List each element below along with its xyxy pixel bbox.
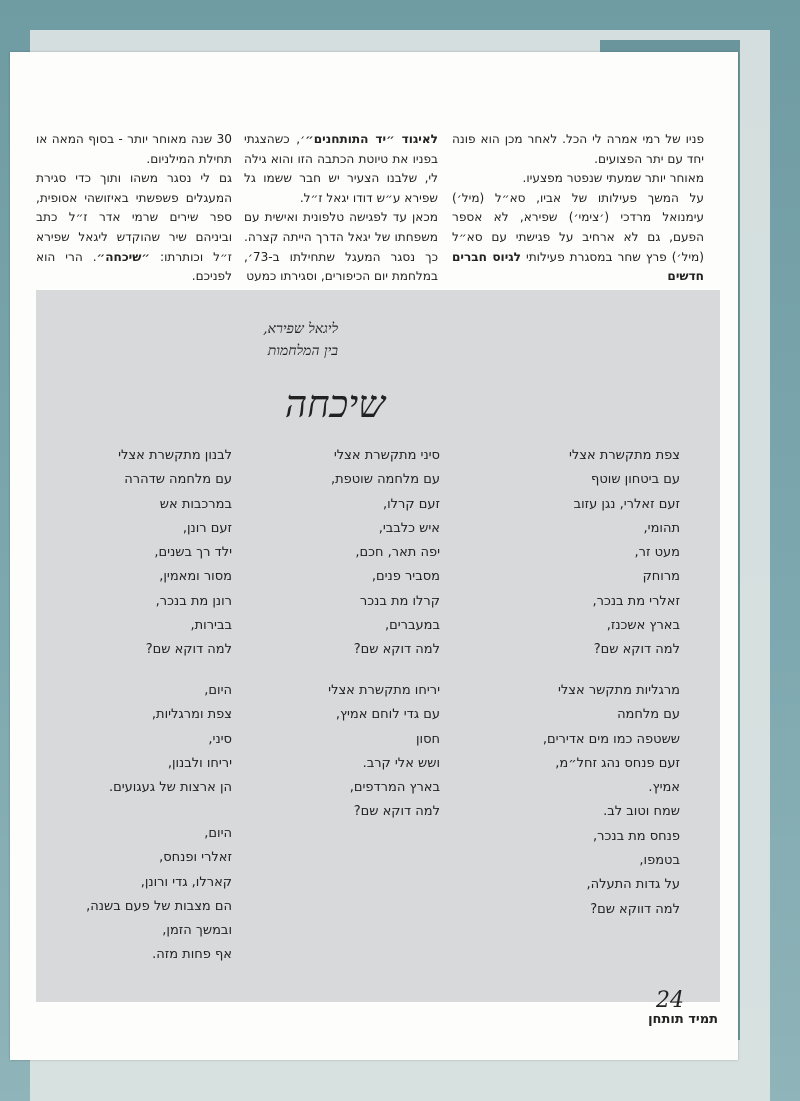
magazine-page bbox=[10, 52, 738, 1060]
poem-line: בארץ אשכנז, bbox=[606, 618, 680, 634]
poem-line: מסור ומאמין, bbox=[159, 569, 232, 585]
poem-line: תהומי, bbox=[643, 520, 680, 536]
paragraph: פניו של רמי אמרה לי הכל. לאחר מכן הוא פונה יחד עם יתר הפצועים. bbox=[452, 132, 704, 166]
poem-line: ובמשך הזמן, bbox=[162, 923, 232, 939]
poem-line: בבירות, bbox=[190, 618, 232, 634]
poem-line: עם ביטחון שוטף bbox=[591, 472, 680, 488]
text-column-middle bbox=[244, 130, 438, 287]
poem-line: למה דוקא שם? bbox=[593, 642, 680, 658]
stanza bbox=[50, 444, 232, 663]
poem-line: שמח וטוב לב. bbox=[603, 804, 680, 820]
poem-line: מרוחק bbox=[642, 569, 680, 585]
poem-line: זאלרי מת בנכר, bbox=[592, 593, 680, 609]
poem-line: זעם פנחס נהג זחל״מ, bbox=[555, 755, 680, 771]
poem-line: זעם רונן, bbox=[182, 520, 232, 536]
poem-title: שיכחה bbox=[284, 382, 386, 426]
poem-line: בטמפו, bbox=[639, 853, 680, 869]
stanza bbox=[50, 822, 232, 968]
poem-line: לבנון מתקשרת אצלי bbox=[118, 448, 232, 463]
paragraph: מאוחר יותר שמעתי שנפטר מפצעיו. bbox=[522, 171, 704, 186]
poem-line: צפת מתקשרת אצלי bbox=[568, 448, 680, 463]
stanza bbox=[260, 444, 440, 663]
bold-phrase: לגיוס חברים חדשים bbox=[452, 249, 704, 284]
poem-line: איש כלבבי, bbox=[378, 520, 440, 536]
poem-line: היום, bbox=[204, 826, 232, 841]
poem-line: סיני, bbox=[208, 731, 232, 747]
poem-line: מרגליות מתקשר אצלי bbox=[557, 683, 680, 698]
poem-line: צפת ומרגליות, bbox=[151, 707, 232, 723]
poem-dedication: ליגאל שפירא, בין המלחמות bbox=[263, 321, 338, 359]
poem-line: הן ארצות של געגועים. bbox=[108, 780, 232, 796]
paragraph: על המשך פעילותו של אביו, סא״ל (מיל׳) עימנואל מרדכי (׳צימי׳) שפירא, לא אספר הפעם, גם לא ארחיב על פגישתי עם סא״ל (מיל׳) פרץ שחר במסגרת פעילותי לגיוס חברים חדשים bbox=[452, 190, 704, 284]
poem-line: חסון bbox=[415, 731, 440, 747]
poem-line: הם מצבות של פעם בשנה, bbox=[86, 898, 232, 914]
poem-line: למה דווקא שם? bbox=[590, 901, 680, 917]
poem-line: אמיץ. bbox=[648, 780, 680, 796]
stanza bbox=[260, 679, 440, 825]
poem-line: סיני מתקשרת אצלי bbox=[333, 448, 440, 463]
paragraph: גם לי נסגר משהו ותוך כדי סגירת המעגלים פשפשתי באיזושהי אסופית, ספר שירים שרמי אדר ז״ל כתב וביניהם שיר שהוקדש ליגאל שפירא ז״ל וכותרתו: ״שיכחה״. הרי הוא לפניכם. bbox=[36, 171, 232, 284]
stanza bbox=[480, 679, 680, 922]
page-number: 24 bbox=[656, 988, 684, 1013]
poem-line: במרכבות אש bbox=[159, 496, 232, 512]
bold-phrase: לאיגוד ״יד התותחנים״ bbox=[305, 132, 438, 146]
poem-line: עם מלחמה שדהרה bbox=[124, 472, 232, 488]
poem-line: עם גדי לוחם אמיץ, bbox=[335, 707, 440, 723]
poem-line: קארלו, גדי ורונן, bbox=[140, 874, 232, 890]
poem-line: יריחו ולבנון, bbox=[167, 755, 232, 771]
magazine-name: תמיד תותחן bbox=[648, 1012, 718, 1027]
poem-line: עם מלחמה שוטפת, bbox=[330, 472, 440, 488]
paragraph: 30 שנה מאוחר יותר - בסוף המאה או תחילת המילניום. bbox=[36, 132, 232, 166]
poem-line: עם מלחמה bbox=[617, 707, 680, 723]
paragraph: מכאן עד לפגישה טלפונית ואישית עם משפחתו של יגאל הדרך הייתה קצרה. כך נסגר המעגל שתחילתו ב-73׳, במלחמת יום הכיפורים, וסגירתו כמעט bbox=[244, 210, 438, 284]
poem-line: זעם זאלרי, נגן עזוב bbox=[573, 496, 680, 512]
text-column-left bbox=[36, 130, 232, 287]
poem-line: קרלו מת בנכר bbox=[359, 593, 440, 609]
poem-line: בארץ המרדפים, bbox=[349, 780, 440, 796]
poem-line: ששטפה כמו מים אדירים, bbox=[542, 731, 680, 747]
poem-line: רונן מת בנכר, bbox=[155, 593, 232, 609]
poem-line: מסביר פנים, bbox=[371, 569, 440, 585]
bold-phrase: ״שיכחה״ bbox=[96, 249, 150, 264]
poem-line: אף פחות מזה. bbox=[152, 947, 232, 963]
poem-line: היום, bbox=[204, 683, 232, 698]
paragraph: לאיגוד ״יד התותחנים״׳, כשהצגתי בפניו את טיוטת הכתבה הזו והוא גילה לי, שלבנו הצעיר יש חבר ששמו גל שפירא ע״ש דודו יגאל ז״ל. bbox=[244, 132, 438, 205]
poem-line: זעם קרלו, bbox=[382, 496, 440, 512]
poem-line: זאלרי ופנחס, bbox=[159, 850, 232, 866]
poem-line: ושש אלי קרב. bbox=[362, 755, 440, 771]
text-column-right bbox=[452, 130, 704, 287]
poem-line: יריחו מתקשרת אצלי bbox=[328, 683, 440, 698]
poem-line: מעט זר, bbox=[634, 545, 680, 561]
poem-line: במעברים, bbox=[384, 618, 440, 634]
poem-line: ילד רך בשנים, bbox=[154, 545, 232, 561]
poem-line: למה דוקא שם? bbox=[353, 642, 440, 658]
stanza bbox=[50, 679, 232, 800]
poem-line: למה דוקא שם? bbox=[145, 642, 232, 658]
poem-line: פנחס מת בנכר, bbox=[593, 828, 680, 844]
stanza bbox=[480, 444, 680, 663]
poem-line: למה דוקא שם? bbox=[353, 804, 440, 820]
poem-line: על גדות התעלה, bbox=[586, 877, 680, 893]
poem-line: יפה תאר, חכם, bbox=[355, 545, 440, 561]
